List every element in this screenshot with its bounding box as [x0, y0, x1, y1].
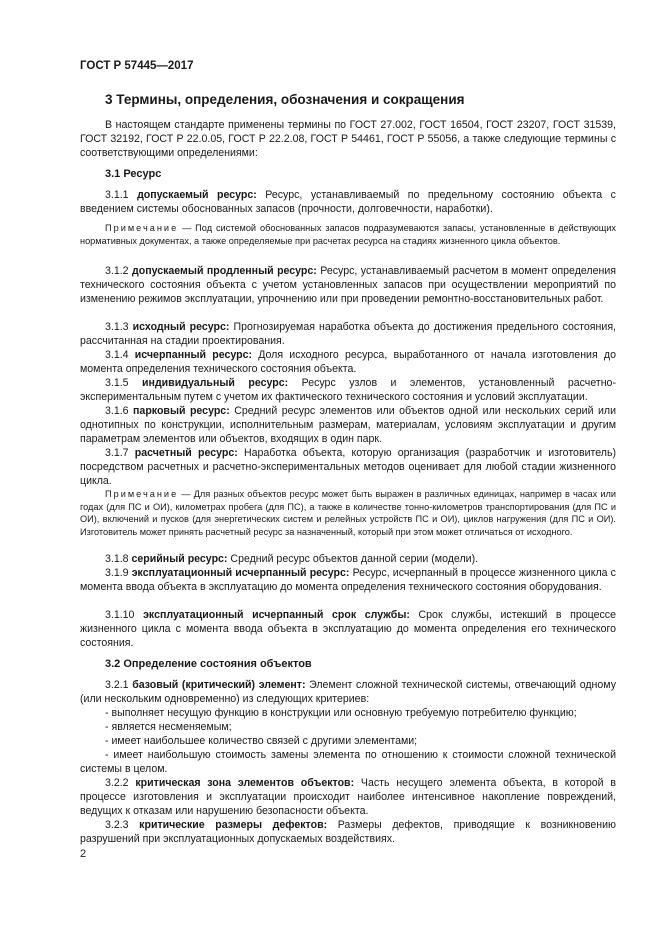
term-3-1-4: 3.1.4 исчерпанный ресурс: Доля исходного ресурса, выработанного от начала изготовления до момента определения технического состояния объекта. [80, 349, 616, 376]
term-3-1-2: 3.1.2 допускаемый продленный ресурс: Ресурс, устанавливаемый расчетом в момент определения технического состояния объекта с учетом установленных запасов при осуществлении мероприятий по изменению режимов эксплуатации, упрочнению или при проведении ремонтно-восстановительных работ. [80, 265, 616, 306]
term-3-1-10: 3.1.10 эксплуатационный исчерпанный срок службы: Срок службы, истекший в процессе жизненного цикла с момента ввода объекта в эксплуатацию до момента определения его технического состояния. [80, 609, 616, 650]
section-title: 3 Термины, определения, обозначения и сокращения [105, 92, 465, 107]
list-item: - выполняет несущую функцию в конструкции или основную требуемую потребителю функцию; [105, 707, 577, 719]
term-3-1-9: 3.1.9 эксплуатационный исчерпанный ресурс: Ресурс, исчерпанный в процессе жизненного цикла с момента ввода объекта в эксплуатацию до момента определения технического состояния оборудования. [80, 567, 616, 594]
list-item: - имеет наибольшее количество связей с другими элементами; [105, 735, 418, 747]
term-3-1-5: 3.1.5 индивидуальный ресурс: Ресурс узлов и элементов, установленный расчетно-экспериментальным путем с учетом их фактического технического состояния и условий эксплуатации. [80, 377, 616, 404]
note-1: Примечание — Под системой обоснованных запасов подразумеваются запасы, установленные в действующих нормативных документах, а также определяемые при расчетах ресурса на стадиях жизненного цикла объектов. [80, 223, 616, 246]
page-number: 2 [80, 848, 87, 860]
intro-paragraph: В настоящем стандарте применены термины по ГОСТ 27.002, ГОСТ 16504, ГОСТ 23207, ГОСТ 31539, ГОСТ 32192, ГОСТ Р 22.0.05, ГОСТ Р 22.2.08, ГОСТ Р 54461, ГОСТ Р 55056, а также следующие термины с соответствующими определениями: [80, 119, 616, 160]
term-3-1-7: 3.1.7 расчетный ресурс: Наработка объекта, которую организация (разработчик и изготовитель) посредством расчетных и расчетно-экспериментальных методов оценивает для любой стадии жизненного цикла. [80, 447, 616, 488]
term-3-2-1: 3.2.1 базовый (критический) элемент: Элемент сложной технической системы, отвечающий одному (или нескольким одновременно) из следующих критериев: [80, 679, 616, 706]
term-3-2-2: 3.2.2 критическая зона элементов объектов: Часть несущего элемента объекта, в которой в процессе изготовления и эксплуатации происходит наиболее интенсивное накопление повреждений, ведущих к отказам или нарушению безопасности объекта. [80, 777, 616, 818]
subsection-3-2-title: 3.2 Определение состояния объектов [105, 658, 312, 670]
list-item: - является несменяемым; [105, 721, 232, 733]
term-3-1-6: 3.1.6 парковый ресурс: Средний ресурс элементов или объектов одной или нескольких серий или однотипных по конструкции, исполнительным размерам, материалам, условиям эксплуатации и другим параметрам элементов или объектов, входящих в один парк. [80, 405, 616, 446]
subsection-3-1-title: 3.1 Ресурс [105, 168, 162, 180]
term-3-1-3: 3.1.3 исходный ресурс: Прогнозируемая наработка объекта до достижения предельного состояния, рассчитанная на стадии проектирования. [80, 321, 616, 348]
list-item: - имеет наибольшую стоимость замены элемента по отношению к стоимости сложной технической системы в целом. [80, 749, 616, 776]
term-3-1-8: 3.1.8 серийный ресурс: Средний ресурс объектов данной серии (модели). [105, 553, 479, 565]
document-header: ГОСТ Р 57445—2017 [80, 60, 194, 72]
note-2: Примечание — Для разных объектов ресурс может быть выражен в различных единицах, например в часах или годах (для ПС и ОИ), километрах пробега (для ПС), а также в количестве тонно-километров транспортирования (для ПС и ОИ), включений и пусков (для энергетических систем и релейных устройств ПС и ОИ), циклов нагружения (для ПС и ОИ). Изготовитель может принять расчетный ресурс за назначенный, который при этом может отличаться от исходного. [80, 489, 616, 537]
term-3-1-1: 3.1.1 допускаемый ресурс: Ресурс, устанавливаемый по предельному состоянию объекта с введением системы обоснованных запасов (прочности, долговечности, наработки). [80, 189, 616, 216]
term-3-2-3: 3.2.3 критические размеры дефектов: Размеры дефектов, приводящие к возникновению разрушений при эксплуатационных допускаемых воздействиях. [80, 819, 616, 846]
